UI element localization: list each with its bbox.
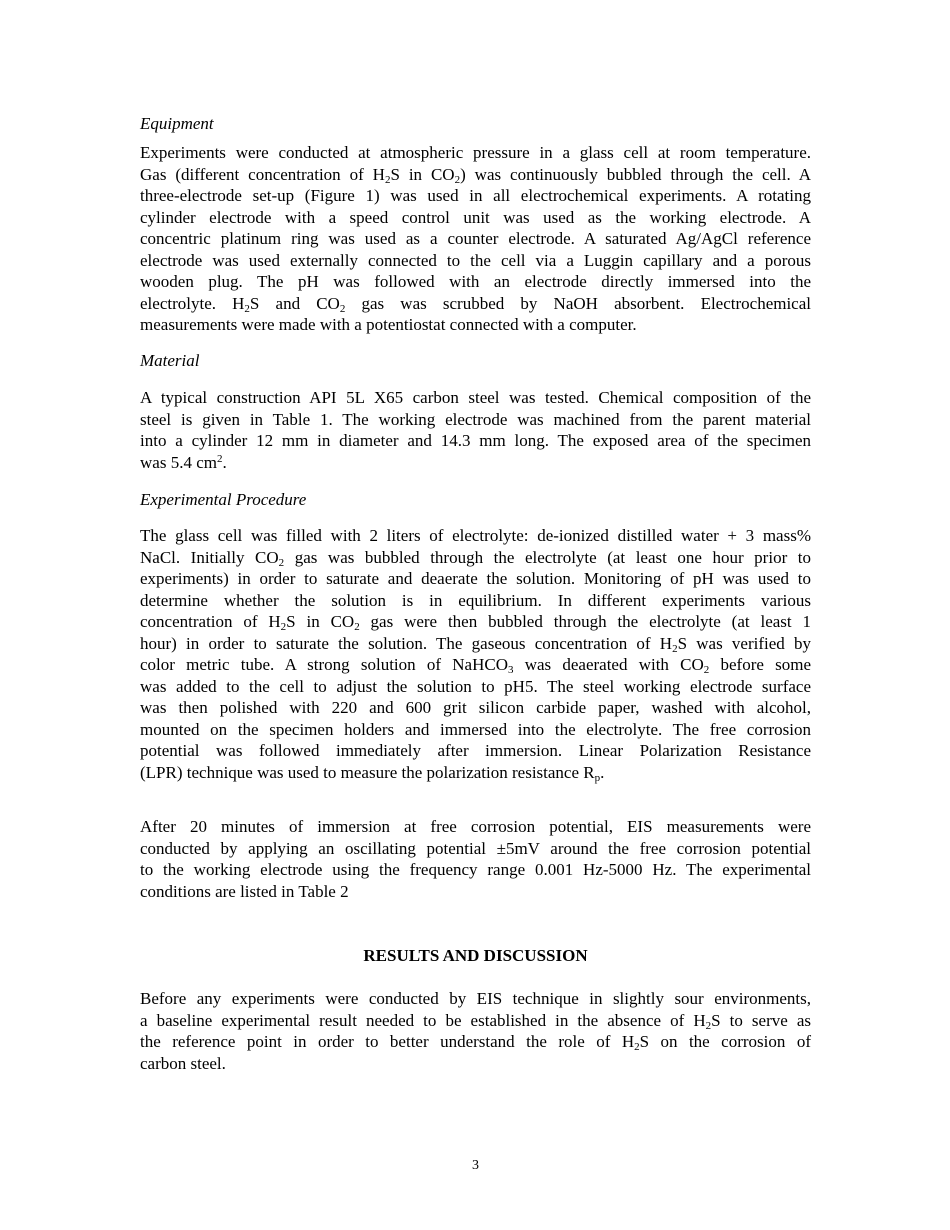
text-line: steel is given in Table 1. The working electrode was machined from the parent material (140, 409, 811, 429)
text-line: electrolyte. $H_2S$ and $CO_2$ gas was scrubbed by NaOH absorbent. Electrochemical (140, 293, 811, 315)
text-line: color metric tube. A strong solution of NaHCO$_3$ was deaerated with $CO_2$ before some (140, 655, 812, 676)
text-line: potential was followed immediately after immersion. Linear Polarization Resistance (140, 741, 811, 760)
material-paragraph (140, 387, 811, 473)
equipment-paragraph (140, 142, 811, 336)
text-line: (LPR) technique was used to measure the polarization resistance $R_p$. (140, 762, 605, 784)
text-line: determine whether the solution is in equilibrium. In different experiments various (140, 590, 811, 610)
text-line: into a cylinder 12 mm in diameter and 14.3 mm long. The exposed area of the specimen (140, 431, 811, 450)
text-line: electrode was used externally connected to the cell via a Luggin capillary and a porous (140, 250, 811, 270)
text-line: carbon steel. (140, 1053, 226, 1073)
text-line: experiments) in order to saturate and deaerate the solution. Monitoring of pH was used to (140, 569, 811, 588)
text-line: mounted on the specimen holders and immersed into the electrolyte. The free corrosion (140, 719, 811, 739)
text-line: was added to the cell to adjust the solution to pH5. The steel working electrode surface (140, 676, 811, 696)
text-line: The glass cell was filled with 2 liters of electrolyte: de-ionized distilled water + 3 mass% (140, 526, 811, 545)
equipment-heading: Equipment (140, 114, 214, 133)
page-number: 3 (472, 1158, 479, 1173)
text-line: was 5.4 $cm^2$. (140, 452, 227, 472)
procedure-paragraph (140, 525, 811, 783)
text-line: the reference point in order to better understand the role of $H_2S$ on the corrosion of (140, 1032, 811, 1053)
eis-paragraph (140, 816, 811, 902)
text-line: hour) in order to saturate the solution. The gaseous concentration of $H_2S$ was verified by (140, 633, 811, 655)
text-line: Experiments were conducted at atmospheric pressure in a glass cell at room temperature. (140, 143, 811, 162)
text-line: a baseline experimental result needed to be established in the absence of $H_2S$ to serve as (140, 1010, 811, 1032)
text-line: three-electrode set-up (Figure 1) was used in all electrochemical experiments. A rotating (140, 186, 811, 205)
text-line: After 20 minutes of immersion at free corrosion potential, EIS measurements were (140, 817, 811, 836)
results-title: RESULTS AND DISCUSSION (363, 946, 588, 965)
text-line: cylinder electrode with a speed control unit was used as the working electrode. A (140, 207, 811, 227)
procedure-heading: Experimental Procedure (140, 490, 307, 509)
results-paragraph (140, 988, 811, 1074)
text-line: conducted by applying an oscillating potential ±5mV around the free corrosion potential (140, 838, 811, 858)
text-line: measurements were made with a potentiostat connected with a computer. (140, 315, 637, 334)
text-line: Before any experiments were conducted by EIS technique in slightly sour environments, (140, 989, 811, 1008)
material-heading: Material (140, 351, 200, 370)
text-line: concentric platinum ring was used as a counter electrode. A saturated Ag/AgCl reference (140, 229, 811, 248)
text-line: NaCl. Initially $CO_2$ gas was bubbled through the electrolyte (at least one hour prior to (140, 547, 811, 569)
text-line: conditions are listed in Table 2 (140, 881, 349, 901)
text-line: wooden plug. The pH was followed with an electrode directly immersed into the (140, 272, 811, 291)
text-line: concentration of $H_2S$ in $CO_2$ gas were then bubbled through the electrolyte (at least 1 (140, 612, 811, 633)
text-line: to the working electrode using the frequency range 0.001 Hz-5000 Hz. The experimental (140, 860, 811, 879)
text-line: Gas (different concentration of $H_2S$ in $CO_2$) was continuously bubbled through the cell. A (140, 164, 812, 186)
text-line: A typical construction API 5L X65 carbon steel was tested. Chemical composition of the (140, 388, 811, 407)
text-line: was then polished with 220 and 600 grit silicon carbide paper, washed with alcohol, (140, 698, 811, 717)
